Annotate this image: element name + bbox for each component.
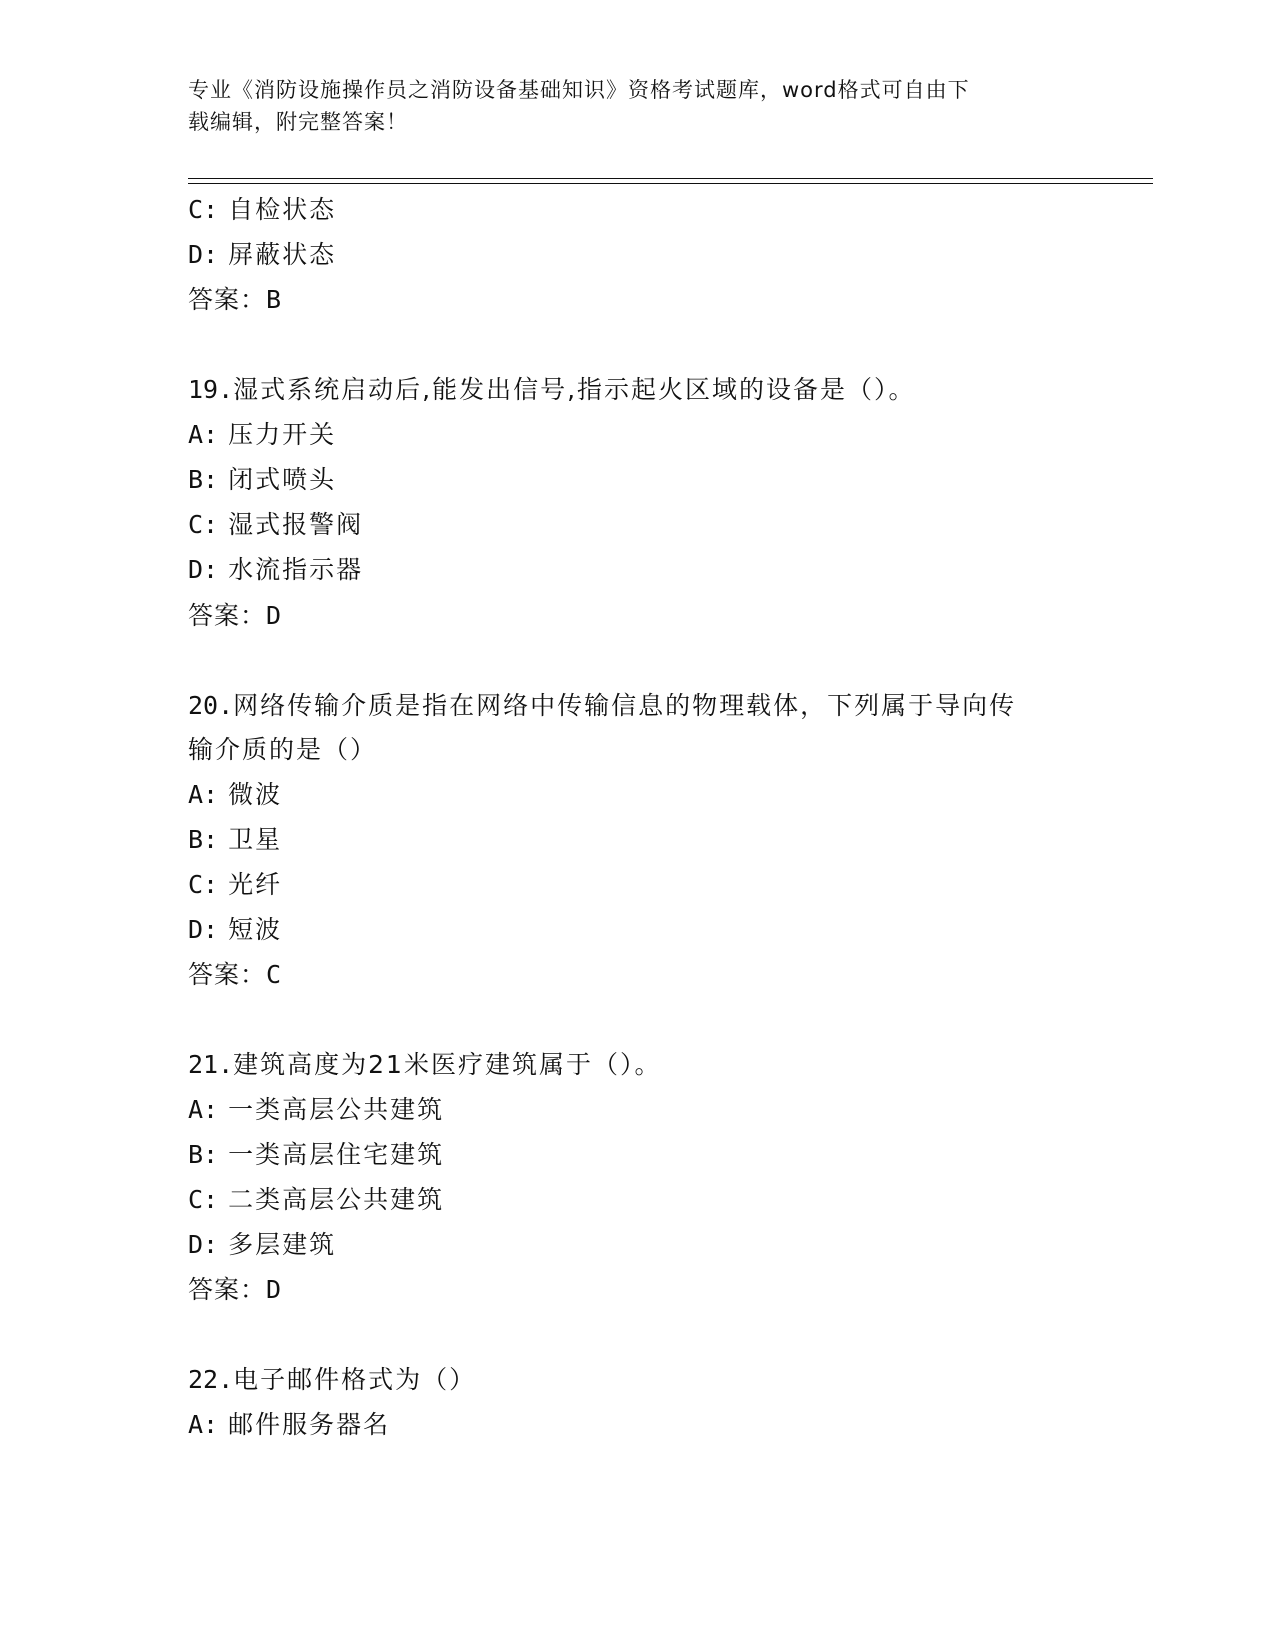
q21-option-a: A: 一类高层公共建筑 <box>188 1095 445 1124</box>
q21-option-b: B: 一类高层住宅建筑 <box>188 1140 445 1169</box>
q20-answer <box>188 959 281 991</box>
q18-option-d: D: 屏蔽状态 <box>188 240 337 269</box>
q19-option-c: C: 湿式报警阀 <box>188 510 364 539</box>
q20-option-b: B: 卫星 <box>188 825 283 854</box>
q20-stem-line-2: 输介质的是（） <box>188 735 378 764</box>
q20-option-a: A: 微波 <box>188 780 283 809</box>
answer-label: 答案： <box>188 285 267 314</box>
header-divider-bottom <box>188 183 1153 184</box>
header-line-1: 专业《消防设施操作员之消防设备基础知识》资格考试题库，word格式可自由下 <box>188 78 970 102</box>
q18-option-c: C: 自检状态 <box>188 195 337 224</box>
document-header <box>188 74 1088 138</box>
q19-stem: 19.湿式系统启动后,能发出信号,指示起火区域的设备是（）。 <box>188 375 916 404</box>
q22-option-a: A: 邮件服务器名 <box>188 1410 391 1439</box>
answer-label: 答案： <box>188 1275 267 1304</box>
q20-stem-line-1: 20.网络传输介质是指在网络中传输信息的物理载体，下列属于导向传 <box>188 691 1017 720</box>
q19-option-a: A: 压力开关 <box>188 420 337 449</box>
q19-answer <box>188 600 281 632</box>
answer-label: 答案： <box>188 960 267 989</box>
answer-label: 答案： <box>188 601 267 630</box>
q20-option-c: C: 光纤 <box>188 870 283 899</box>
q21-stem: 21.建筑高度为21米医疗建筑属于（）。 <box>188 1050 662 1079</box>
header-line-2: 载编辑，附完整答案！ <box>188 110 408 134</box>
q19-option-b: B: 闭式喷头 <box>188 465 337 494</box>
q18-answer <box>188 284 281 316</box>
q21-option-d: D: 多层建筑 <box>188 1230 337 1259</box>
q19-option-d: D: 水流指示器 <box>188 555 364 584</box>
answer-value: C <box>266 960 282 989</box>
answer-value: D <box>266 601 282 630</box>
answer-value: B <box>266 285 282 314</box>
answer-value: D <box>266 1275 282 1304</box>
q22-stem: 22.电子邮件格式为（） <box>188 1365 477 1394</box>
q21-answer <box>188 1274 281 1306</box>
q20-option-d: D: 短波 <box>188 915 283 944</box>
q21-option-c: C: 二类高层公共建筑 <box>188 1185 445 1214</box>
header-divider-top <box>188 178 1153 179</box>
